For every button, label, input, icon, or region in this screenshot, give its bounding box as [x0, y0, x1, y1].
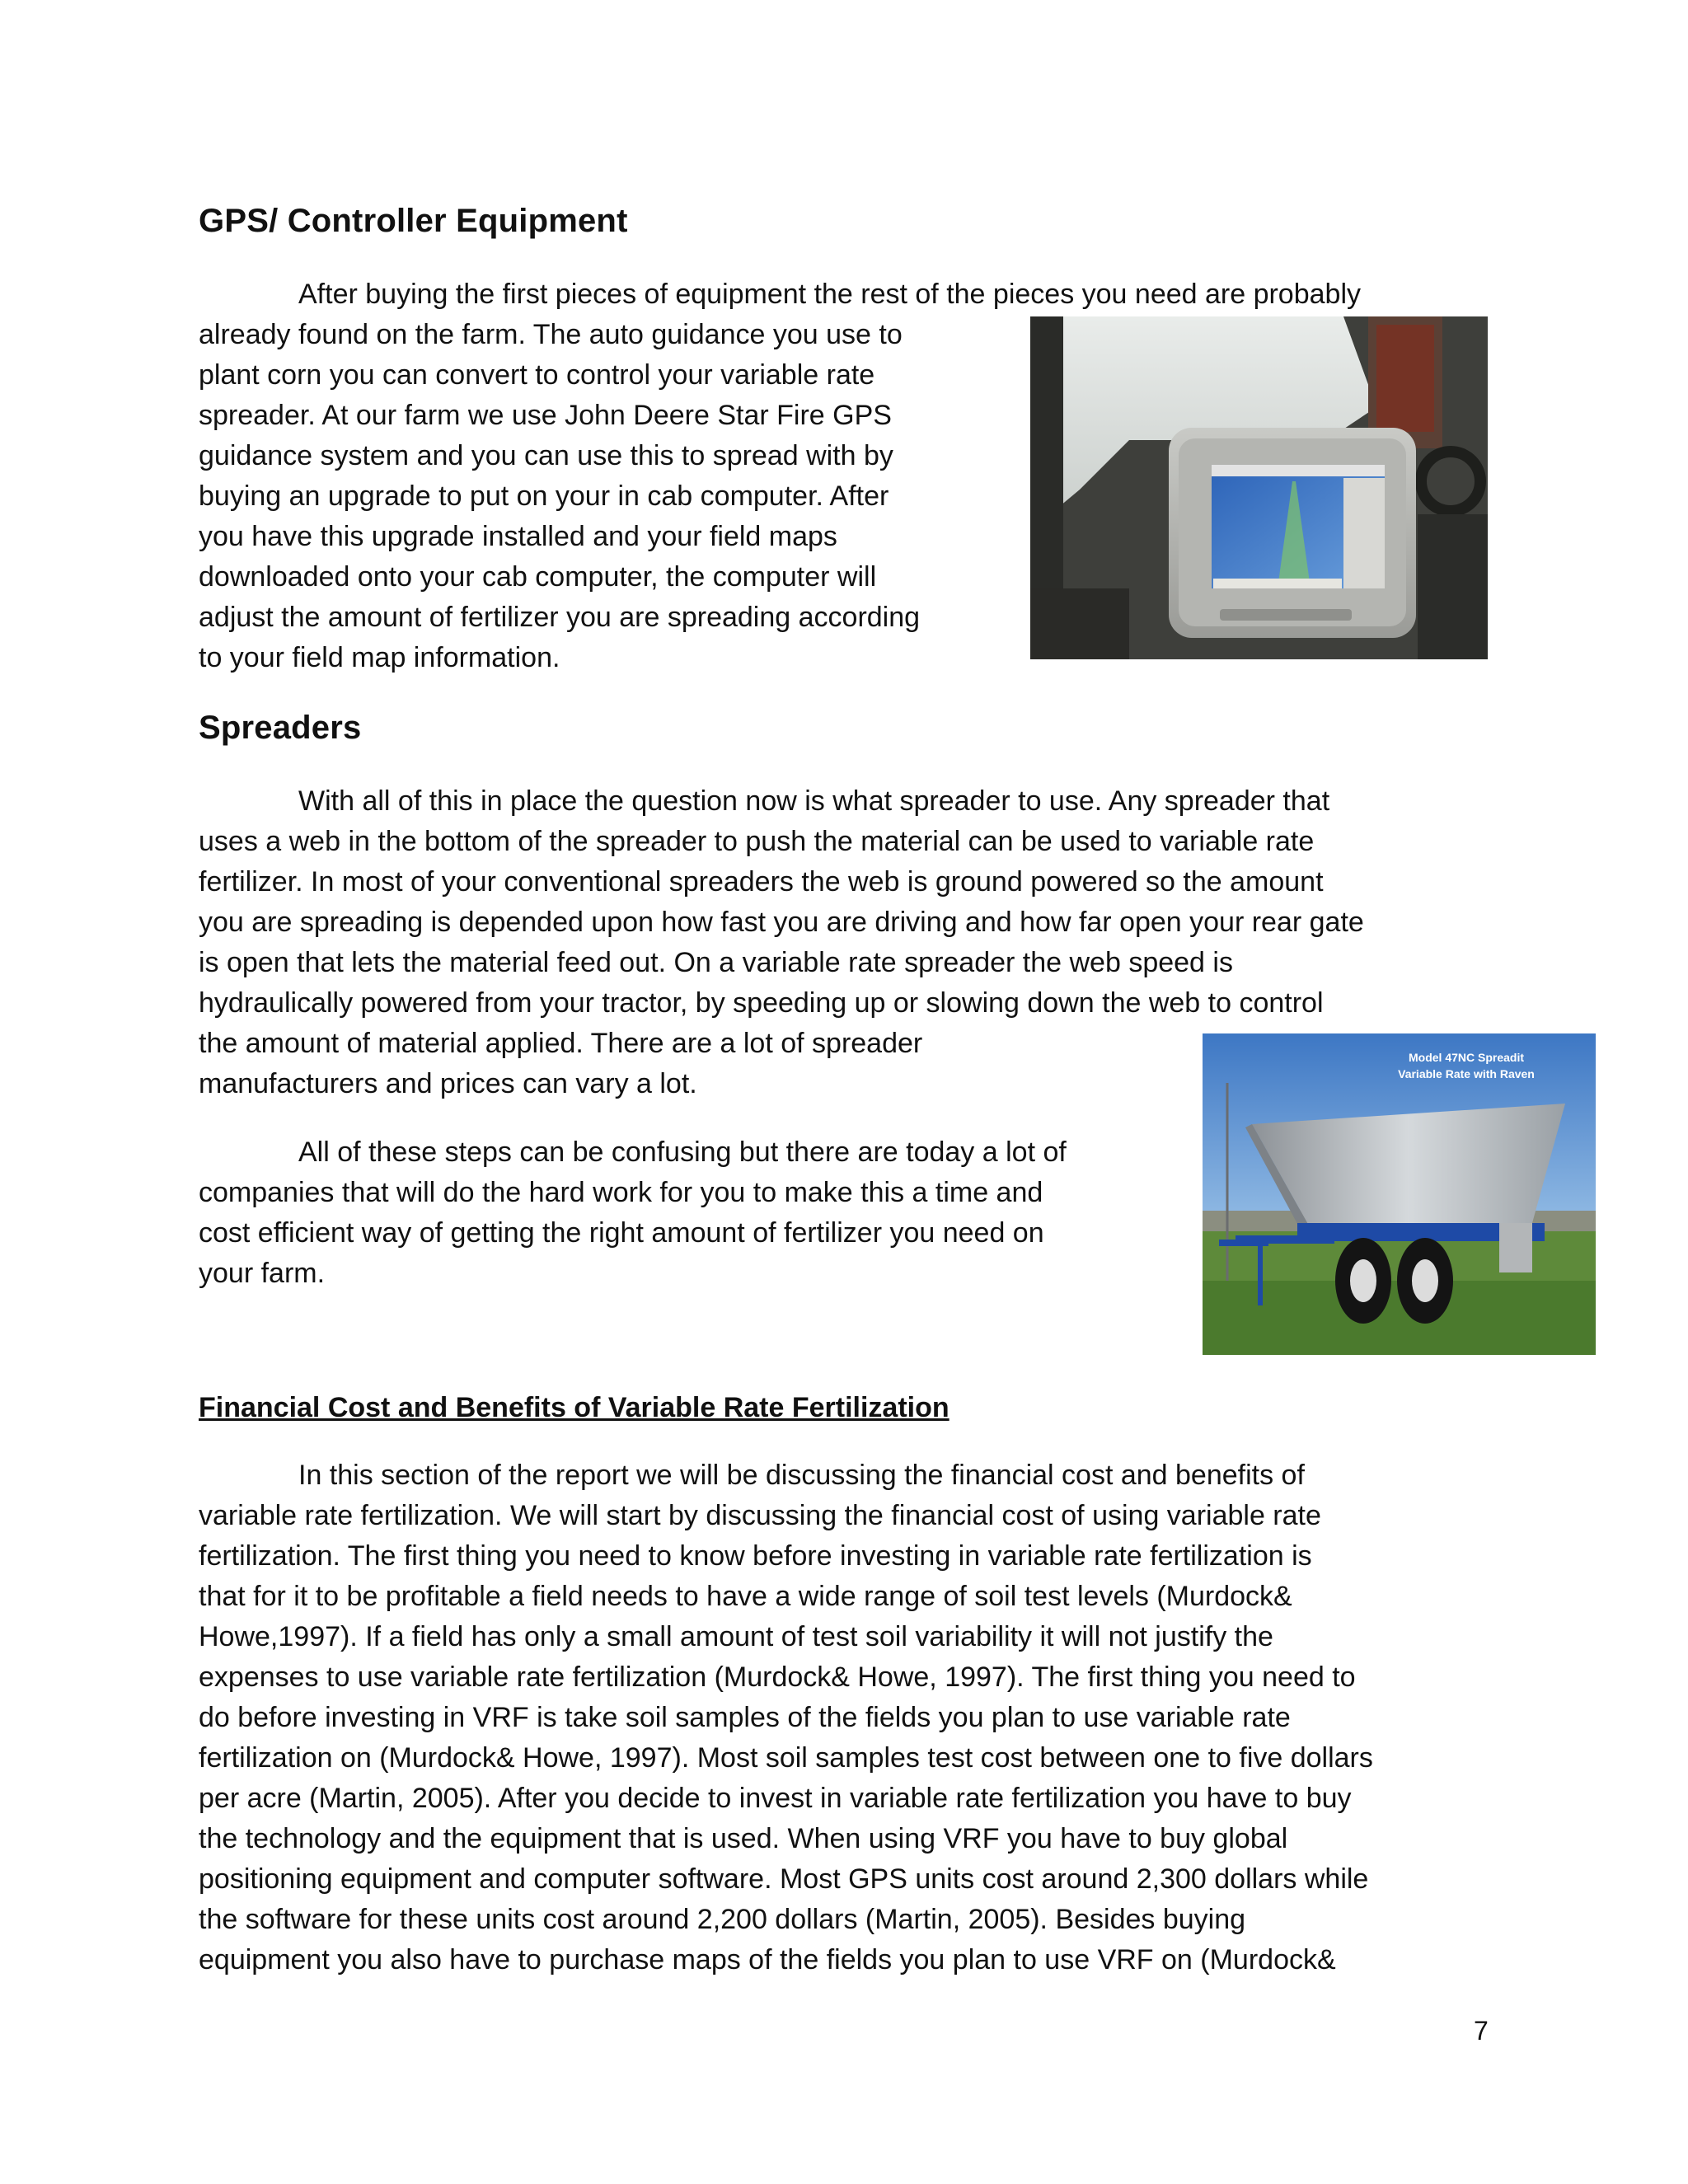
gps-display-illustration: [1030, 316, 1488, 659]
text-line: spreader. At our farm we use John Deere Star Fire GPS: [199, 400, 892, 431]
text-line: guidance system and you can use this to spread with by: [199, 440, 893, 471]
text-line: buying an upgrade to put on your in cab computer. After: [199, 480, 889, 512]
text-line: the software for these units cost around 2,200 dollars (Martin, 2005). Besides buying: [199, 1904, 1246, 1935]
text-line: hydraulically powered from your tractor, by speeding up or slowing down the web to control: [199, 987, 1324, 1019]
text-line: you have this upgrade installed and your field maps: [199, 521, 837, 552]
text-line: the technology and the equipment that is used. When using VRF you have to buy global: [199, 1823, 1288, 1854]
text-line: Howe,1997). If a field has only a small amount of test soil variability it will not justify the: [199, 1621, 1273, 1652]
text-line: companies that will do the hard work for you to make this a time and: [199, 1177, 1043, 1208]
spreaders-paragraph-1: [199, 781, 1364, 1104]
spreader-photo: [1203, 1033, 1596, 1355]
wheel-left: [1335, 1238, 1391, 1324]
text-line: cost efficient way of getting the right amount of fertilizer you need on: [199, 1217, 1044, 1249]
text-line: manufacturers and prices can vary a lot.: [199, 1068, 697, 1099]
text-line: In this section of the report we will be discussing the financial cost and benefits of: [298, 1460, 1305, 1491]
text-line: fertilizer. In most of your conventional spreaders the web is ground powered so the amount: [199, 866, 1324, 898]
text-line: that for it to be profitable a field needs to have a wide range of soil test levels (Murdock&: [199, 1581, 1292, 1612]
spreader-illustration: [1203, 1033, 1596, 1355]
text-line: per acre (Martin, 2005). After you decide to invest in variable rate fertilization you have to buy: [199, 1783, 1352, 1814]
text-line: fertilization on (Murdock& Howe, 1997). Most soil samples test cost between one to five dollars: [199, 1742, 1373, 1774]
text-line: downloaded onto your cab computer, the computer will: [199, 561, 877, 593]
text-line: After buying the first pieces of equipment the rest of the pieces you need are probably: [298, 279, 1361, 310]
text-line: uses a web in the bottom of the spreader to push the material can be used to variable rate: [199, 826, 1315, 857]
text-line: With all of this in place the question now is what spreader to use. Any spreader that: [298, 785, 1330, 817]
text-line: is open that lets the material feed out. On a variable rate spreader the web speed is: [199, 947, 1233, 978]
page-number: 7: [1474, 2016, 1489, 2046]
text-line: do before investing in VRF is take soil samples of the fields you plan to use variable rate: [199, 1702, 1291, 1733]
text-line: positioning equipment and computer software. Most GPS units cost around 2,300 dollars while: [199, 1863, 1369, 1895]
text-line: the amount of material applied. There are a lot of spreader: [199, 1028, 923, 1059]
gps-display-photo: [1030, 316, 1488, 659]
text-line: variable rate fertilization. We will start by discussing the financial cost of using variable rate: [199, 1500, 1321, 1531]
text-line: expenses to use variable rate fertilization (Murdock& Howe, 1997). The first thing you need to: [199, 1661, 1356, 1693]
text-line: you are spreading is depended upon how fast you are driving and how far open your rear gate: [199, 907, 1364, 938]
text-line: your farm.: [199, 1258, 326, 1289]
financial-heading: Financial Cost and Benefits of Variable Rate Fertilization: [199, 1392, 950, 1423]
wheel-right: [1397, 1238, 1453, 1324]
text-line: to your field map information.: [199, 642, 560, 673]
text-line: All of these steps can be confusing but there are today a lot of: [298, 1137, 1067, 1168]
financial-paragraph: [199, 1455, 1373, 1980]
text-line: fertilization. The first thing you need to know before investing in variable rate fertilization is: [199, 1540, 1312, 1572]
spreader-caption-line-2: Variable Rate with Raven: [1398, 1067, 1535, 1080]
text-line: plant corn you can convert to control your variable rate: [199, 359, 875, 391]
spreaders-heading: Spreaders: [199, 710, 362, 746]
text-line: adjust the amount of fertilizer you are spreading according: [199, 602, 921, 633]
text-line: already found on the farm. The auto guidance you use to: [199, 319, 903, 350]
spreader-caption-line-1: Model 47NC Spreadit: [1408, 1051, 1525, 1064]
spreaders-paragraph-2: [199, 1132, 1067, 1294]
gps-heading: GPS/ Controller Equipment: [199, 203, 628, 239]
text-line: equipment you also have to purchase maps of the fields you plan to use VRF on (Murdock&: [199, 1944, 1336, 1975]
